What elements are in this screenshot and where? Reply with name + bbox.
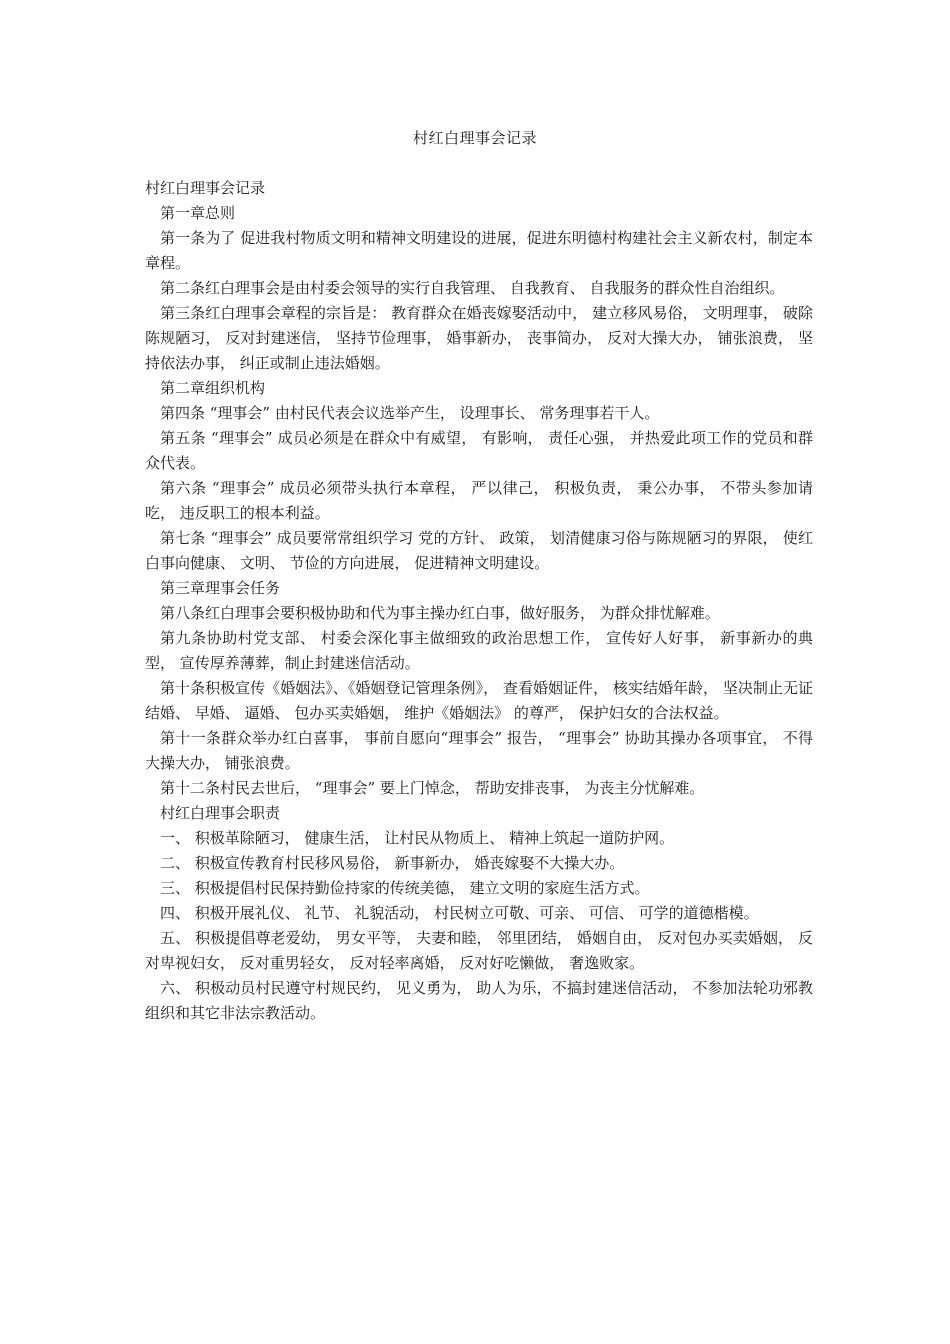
article-paragraph: 第八条红白理事会要积极协助和代为事主操办红白事，做好服务， 为群众排忧解难。 xyxy=(160,604,720,622)
body-heading: 村红白理事会记录 xyxy=(145,179,266,197)
article-paragraph: 第九条协助村党支部、 村委会深化事主做细致的政治思想工作， 宣传好人好事， 新事新办的典型， 宣传厚养薄葬，制止封建迷信活动。 xyxy=(145,629,813,672)
article-paragraph: 第五条 “理事会” 成员必须是在群众中有威望， 有影响， 责任心强， 并热爱此项工作的党员和群众代表。 xyxy=(145,429,813,472)
document-body xyxy=(145,176,813,1026)
article-paragraph: 第六条 “理事会” 成员必须带头执行本章程， 严以律己， 积极负责， 秉公办事， 不带头参加请吃， 违反职工的根本利益。 xyxy=(145,479,813,522)
article-paragraph: 第十一条群众举办红白喜事， 事前自愿向“理事会” 报告， “理事会” 协助其操办各项事宜， 不得大操大办， 铺张浪费。 xyxy=(145,729,813,772)
article-paragraph: 第三条红白理事会章程的宗旨是： 教育群众在婚丧嫁娶活动中， 建立移风易俗， 文明理事， 破除陈规陋习， 反对封建迷信， 坚持节俭理事， 婚事新办， 丧事简办， 反对大操大办， 铺张浪费， 坚持依法办事， 纠正或制止违法婚姻。 xyxy=(145,304,813,372)
article-paragraph: 第一条为了 促进我村物质文明和精神文明建设的进展，促进东明德村构建社会主义新农村，制定本章程。 xyxy=(145,229,813,272)
duty-item: 六、 积极动员村民遵守村规民约， 见义勇为， 助人为乐，不搞封建迷信活动， 不参加法轮功邪教组织和其它非法宗教活动。 xyxy=(145,979,813,1022)
chapter-heading: 第一章总则 xyxy=(160,204,236,222)
article-paragraph: 第七条 “理事会” 成员要常常组织学习 党的方针、 政策， 划清健康习俗与陈规陋习的界限， 使红白事向健康、 文明、 节俭的方向进展， 促进精神文明建设。 xyxy=(145,529,813,572)
article-paragraph: 第十条积极宣传《婚姻法》、《婚姻登记管理条例》， 查看婚姻证件， 核实结婚年龄， 坚决制止无证结婚、 早婚、 逼婚、 包办买卖婚姻， 维护《婚姻法》 的尊严， 保护妇女的合法权益。 xyxy=(145,679,813,722)
document-title: 村红白理事会记录 xyxy=(412,129,537,147)
section-heading: 村红白理事会职责 xyxy=(160,804,281,822)
article-paragraph: 第四条 “理事会” 由村民代表会议选举产生， 设理事长、 常务理事若干人。 xyxy=(160,404,660,422)
article-paragraph: 第二条红白理事会是由村委会领导的实行自我管理、 自我教育、 自我服务的群众性自治组织。 xyxy=(160,279,785,297)
duty-item: 四、 积极开展礼仪、 礼节、 礼貌活动， 村民树立可敬、可亲、 可信、 可学的道德楷模。 xyxy=(160,904,759,922)
duty-item: 一、 积极革除陋习， 健康生活， 让村民从物质上、 精神上筑起一道防护网。 xyxy=(160,829,675,847)
duty-item: 二、 积极宣传教育村民移风易俗， 新事新办， 婚丧嫁娶不大操大办。 xyxy=(160,854,625,872)
chapter-heading: 第二章组织机构 xyxy=(160,379,266,397)
duty-item: 五、 积极提倡尊老爱幼， 男女平等， 夫妻和睦， 邻里团结， 婚姻自由， 反对包办买卖婚姻， 反对卑视妇女， 反对重男轻女， 反对轻率离婚， 反对好吃懒做， 奢逸败家。 xyxy=(145,929,813,972)
chapter-heading: 第三章理事会任务 xyxy=(160,579,281,597)
article-paragraph: 第十二条村民去世后， “理事会” 要上门悼念， 帮助安排丧事， 为丧主分忧解难。 xyxy=(160,779,705,797)
duty-item: 三、 积极提倡村民保持勤俭持家的传统美德， 建立文明的家庭生活方式。 xyxy=(160,879,650,897)
